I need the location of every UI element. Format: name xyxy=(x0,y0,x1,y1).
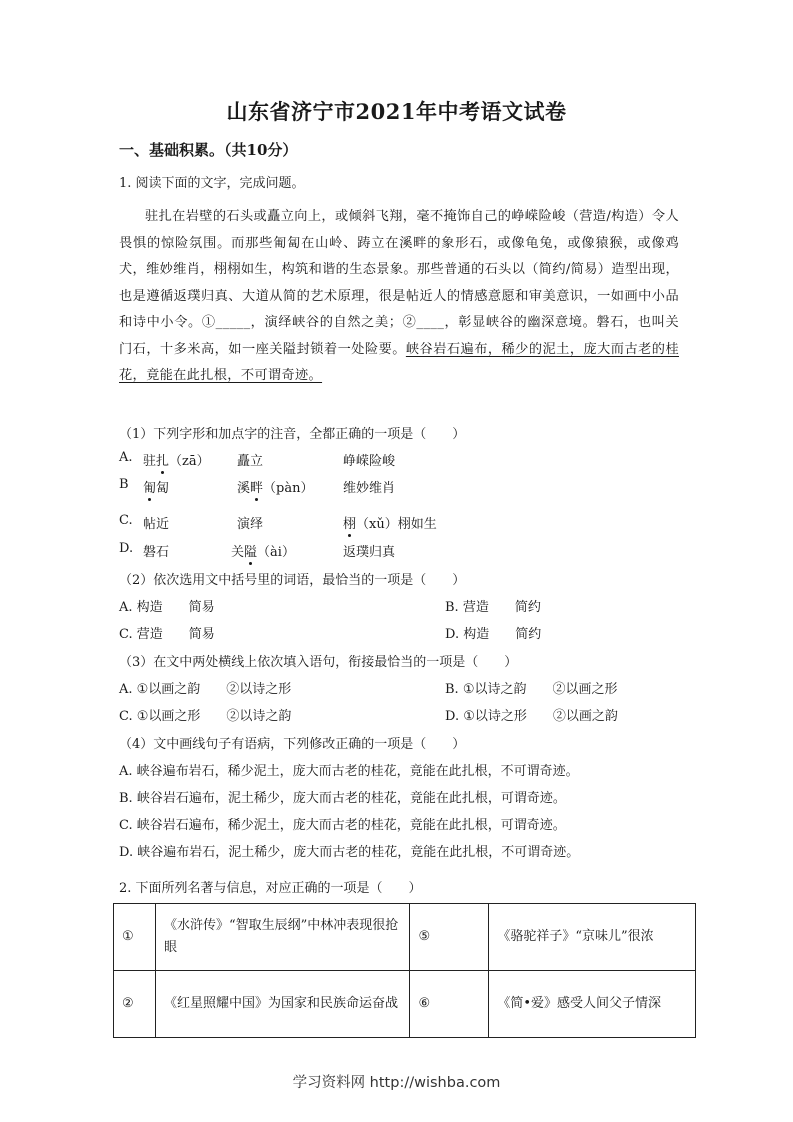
option-b-word1: 匍匐 xyxy=(143,481,170,496)
sub1-stem: （1）下列字形和加点字的注音，全都正确的一项是（ ） xyxy=(119,427,466,442)
option-b-label: B xyxy=(119,477,129,492)
option-d-label: D. xyxy=(119,541,134,556)
option-c-word2: 演绎 xyxy=(237,517,264,532)
table-cell-number: ⑤ xyxy=(410,904,489,971)
sub2-option-b: B. 营造 简约 xyxy=(445,600,541,615)
sub2-option-c: C. 营造 简易 xyxy=(119,627,215,642)
sub3-option-d: D. ①以诗之形 ②以画之韵 xyxy=(445,709,618,724)
sub2-option-d: D. 构造 简约 xyxy=(445,627,542,642)
option-b-word3: 维妙维肖 xyxy=(343,481,396,496)
option-d-word1: 磐石 xyxy=(143,545,170,560)
question-1-stem: 1. 阅读下面的文字，完成问题。 xyxy=(119,176,305,191)
dotted-char: 匍 xyxy=(143,481,157,496)
section-heading: 一、基础积累。（共10分） xyxy=(119,141,298,159)
table-cell-text: 《骆驼祥子》“京味儿”很浓 xyxy=(489,904,696,971)
dotted-char: 隘 xyxy=(244,545,258,560)
page-title: 山东省济宁市2021年中考语文试卷 xyxy=(226,99,567,124)
sub4-option-b: B. 峡谷岩石遍布，泥土稀少，庞大而古老的桂花，竟能在此扎根，可谓奇迹。 xyxy=(119,791,566,806)
table-cell-number: ① xyxy=(114,904,156,971)
option-d-word3: 返璞归真 xyxy=(343,545,396,560)
dotted-char: 畔 xyxy=(250,481,264,496)
sub3-option-c: C. ①以画之形 ②以诗之韵 xyxy=(119,709,292,724)
sub4-stem: （4）文中画线句子有语病，下列修改正确的一项是（ ） xyxy=(119,737,466,752)
option-a-word3: 峥嵘险峻 xyxy=(343,454,396,469)
table-cell-text: 《红星照耀中国》为国家和民族命运奋战 xyxy=(155,971,410,1038)
sub4-option-c: C. 峡谷岩石遍布，稀少泥土，庞大而古老的桂花，竟能在此扎根，可谓奇迹。 xyxy=(119,818,566,833)
table-cell-text: 《水浒传》“智取生辰纲”中林冲表现很抢眼 xyxy=(155,904,410,971)
sub4-option-a: A. 峡谷遍布岩石，稀少泥土，庞大而古老的桂花，竟能在此扎根，不可谓奇迹。 xyxy=(119,764,579,779)
option-c-word3: 栩（xǔ）栩如生 xyxy=(343,517,437,532)
question-2-stem: 2. 下面所列名著与信息，对应正确的一项是（ ） xyxy=(119,881,422,896)
option-d-word2: 关隘（ài） xyxy=(231,545,295,560)
table-cell-text: 《简•爱》感受人间父子情深 xyxy=(489,971,696,1038)
option-c-label: C. xyxy=(119,513,133,528)
sub4-option-d: D. 峡谷遍布岩石，泥土稀少，庞大而古老的桂花，竟能在此扎根，不可谓奇迹。 xyxy=(119,845,580,860)
table-cell-number: ② xyxy=(114,971,156,1038)
passage-text: 驻扎在岩壁的石头或矗立向上，或倾斜飞翔，毫不掩饰自己的峥嵘险峻（营造/构造）令人畏惧的惊险氛围。而那些匍匐在山岭、踌立在溪畔的象形石，或像龟兔，或像猿猴，或像鸡犬，维妙维肖，栩栩如生，构筑和谐的生态景象。那些普通的石头以（简约/简易）造型出现，也是遵循返璞归真、大道从简的艺术原理，很是帖近人的情感意愿和审美意识，一如画中小品和诗中小令。①_____，演绎峡谷的自然之美；②____，彰显峡谷的幽深意境。磐石，也叫关门石，十多米高，如一座关隘封锁着一处险要。 xyxy=(119,209,679,357)
works-table xyxy=(113,903,696,1038)
option-a-word1: 驻扎（zā） xyxy=(143,454,210,469)
dotted-char: 栩 xyxy=(343,517,357,532)
table-cell-number: ⑥ xyxy=(410,971,489,1038)
page-footer: 学习资料网 http://wishba.com xyxy=(292,1075,501,1091)
reading-passage xyxy=(119,204,679,390)
table-row xyxy=(114,971,696,1038)
sub3-stem: （3）在文中两处横线上依次填入语句，衔接最恰当的一项是（ ） xyxy=(119,655,518,670)
option-b-word2: 溪畔（pàn） xyxy=(237,481,314,496)
passage-underlined-sentence: 峡谷岩石遍布，稀少的泥土，庞大而古老的桂花，竟能在此扎根，不可谓奇迹。 xyxy=(119,341,679,383)
sub3-option-b: B. ①以诗之韵 ②以画之形 xyxy=(445,682,618,697)
sub2-stem: （2）依次选用文中括号里的词语，最恰当的一项是（ ） xyxy=(119,573,466,588)
sub2-option-a: A. 构造 简易 xyxy=(119,600,215,615)
sub3-option-a: A. ①以画之韵 ②以诗之形 xyxy=(119,682,292,697)
dotted-char: 扎 xyxy=(156,454,170,469)
option-a-label: A. xyxy=(119,450,133,465)
option-c-word1: 帖近 xyxy=(143,517,170,532)
option-a-word2: 矗立 xyxy=(237,454,264,469)
table-row xyxy=(114,904,696,971)
